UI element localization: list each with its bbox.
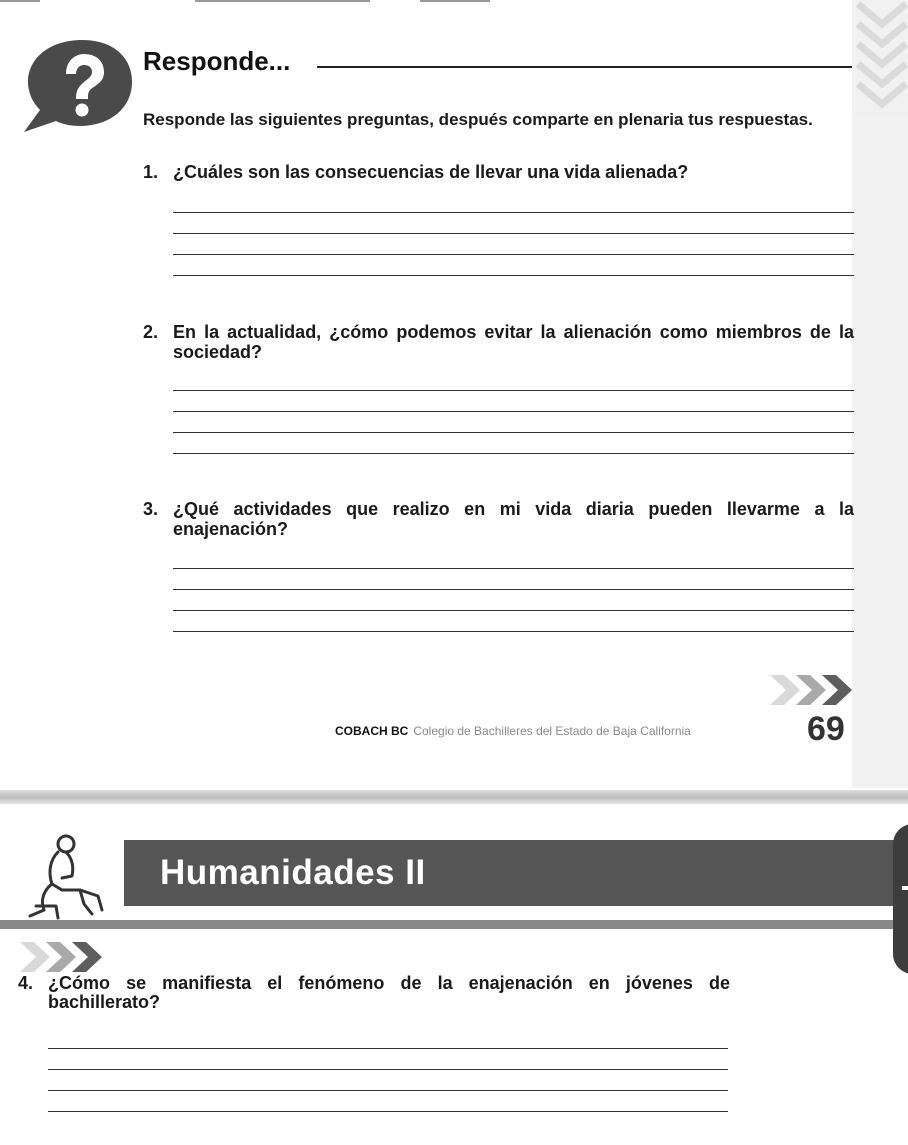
side-tab (893, 824, 908, 974)
answer-line[interactable] (173, 275, 854, 276)
answer-line[interactable] (173, 212, 854, 213)
answer-line[interactable] (173, 453, 854, 454)
top-edge-dash (0, 0, 40, 2)
question-number: 3. (143, 499, 159, 519)
instructions-text: Responde las siguientes preguntas, después comparte en plenaria tus respuestas. (143, 110, 813, 129)
page-number: 69 (807, 710, 845, 748)
footer-text (335, 724, 691, 738)
chevron-decoration-icon (852, 0, 908, 120)
header-title: Humanidades II (160, 853, 426, 892)
answer-line[interactable] (173, 233, 854, 234)
answer-line[interactable] (173, 432, 854, 433)
question-text: En la actualidad, ¿cómo podemos evitar la alienación como miembros de la sociedad? (173, 322, 854, 362)
answer-line[interactable] (173, 631, 854, 632)
answer-line[interactable] (48, 1111, 728, 1112)
side-margin (852, 118, 908, 788)
answer-line[interactable] (173, 254, 854, 255)
top-edge-dash (195, 0, 370, 2)
answer-line[interactable] (173, 411, 854, 412)
question-text: ¿Qué actividades que realizo en mi vida diaria pueden llevarme a la enajenación? (173, 499, 854, 539)
question-number: 4. (18, 973, 34, 993)
thinker-statue-icon (22, 832, 108, 922)
answer-line[interactable] (48, 1069, 728, 1070)
answer-line[interactable] (173, 589, 854, 590)
question-bubble-icon (18, 36, 134, 136)
section-title: Responde... (143, 46, 291, 76)
question-number: 1. (143, 162, 159, 182)
triple-chevron-icon (770, 675, 856, 705)
answer-line[interactable] (173, 568, 854, 569)
header-underline (0, 920, 908, 929)
title-underline (317, 66, 854, 68)
footer-brand: COBACH BC (335, 724, 409, 738)
answer-line[interactable] (48, 1048, 728, 1049)
question-text: ¿Cuáles son las consecuencias de llevar una vida alienada? (173, 162, 689, 182)
answer-line[interactable] (173, 610, 854, 611)
footer-college: Colegio de Bachilleres del Estado de Baja California (413, 724, 691, 738)
page-70 (0, 804, 908, 1145)
question-number: 2. (143, 322, 159, 342)
answer-line[interactable] (173, 390, 854, 391)
answer-line[interactable] (48, 1090, 728, 1091)
top-edge-dash (420, 0, 490, 2)
page-divider (0, 790, 908, 804)
triple-chevron-icon (20, 942, 106, 972)
question-text: ¿Cómo se manifiesta el fenómeno de la enajenación en jóvenes de bachillerato? (48, 973, 730, 1012)
side-tab-mark (902, 886, 908, 890)
